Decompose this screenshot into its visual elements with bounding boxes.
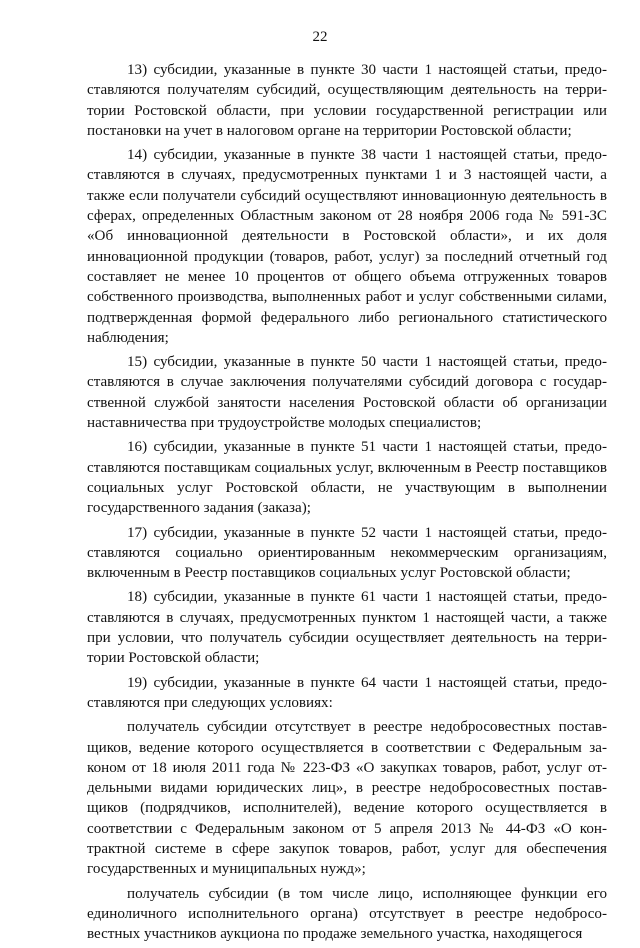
document-body (87, 60, 607, 948)
paragraph-item-17: 17) субсидии, указанные в пункте 52 части 1 настоящей статьи, предоставляются социально ориентированным некоммерческим организациям, включенным в Реестр поставщиков социальных услуг Ростовской области; (87, 524, 607, 582)
paragraph-condition-2: получатель субсидии (в том числе лицо, исполняющее функции его единоличного исполнительного органа) отсутствует в реестре недобросовестных участников аукциона по продаже земельного участка, находящегося (87, 885, 607, 943)
paragraph-condition-1: получатель субсидии отсутствует в реестре недобросовестных поставщиков, ведение которого осуществляется в соответствии с Федеральным законом от 18 июля 2011 года № 223-ФЗ «О закупках товаров, работ, услуг отдельными видами юридических лиц», в реестре недобросовестных поставщиков (подрядчиков, исполнителей), ведение которого осуществляется в соответствии с Федеральным законом от 5 апреля 2013 № 44-ФЗ «О контрактной системе в сфере закупок товаров, работ, услуг для обеспечения государственных и муниципальных нужд»; (87, 719, 607, 878)
paragraph-item-18: 18) субсидии, указанные в пункте 61 части 1 настоящей статьи, предоставляются в случаях, предусмотренных пунктом 1 настоящей части, а также при условии, что получатель субсидии осуществляет деятельность на территории Ростовской области; (87, 589, 607, 667)
paragraph-item-19: 19) субсидии, указанные в пункте 64 части 1 настоящей статьи, предоставляются при следующих условиях: (87, 674, 607, 711)
paragraph-item-14: 14) субсидии, указанные в пункте 38 части 1 настоящей статьи, предоставляются в случаях, предусмотренных пунктами 1 и 3 настоящей части, а также если получатели субсидий осуществляют инновационную деятельность в сферах, определенных Областным законом от 28 ноября 2006 года № 591-ЗС «Об инновационной деятельности в Ростовской области», и их доля инновационной продукции (товаров, работ, услуг) за последний отчетный год составляет не менее 10 процентов от общего объема отгруженных товаров собственного производства, выполненных работ и услуг собственными силами, подтвержденная формой федерального либо регионального статистического наблюдения; (87, 147, 607, 346)
page-number: 22 (312, 29, 328, 45)
paragraph-item-16: 16) субсидии, указанные в пункте 51 части 1 настоящей статьи, предоставляются поставщикам социальных услуг, включенным в Реестр поставщиков социальных услуг Ростовской области, не участвующим в выполнении государственного задания (заказа); (87, 439, 607, 517)
paragraph-item-13: 13) субсидии, указанные в пункте 30 части 1 настоящей статьи, предоставляются получателям субсидий, осуществляющим деятельность на территории Ростовской области, при условии государственной регистрации или постановки на учет в налоговом органе на территории Ростовской области; (87, 62, 607, 139)
paragraph-item-15: 15) субсидии, указанные в пункте 50 части 1 настоящей статьи, предоставляются в случае заключения получателями субсидий договора с государственной службой занятости населения Ростовской области об организации наставничества при трудоустройстве молодых специалистов; (87, 354, 607, 432)
